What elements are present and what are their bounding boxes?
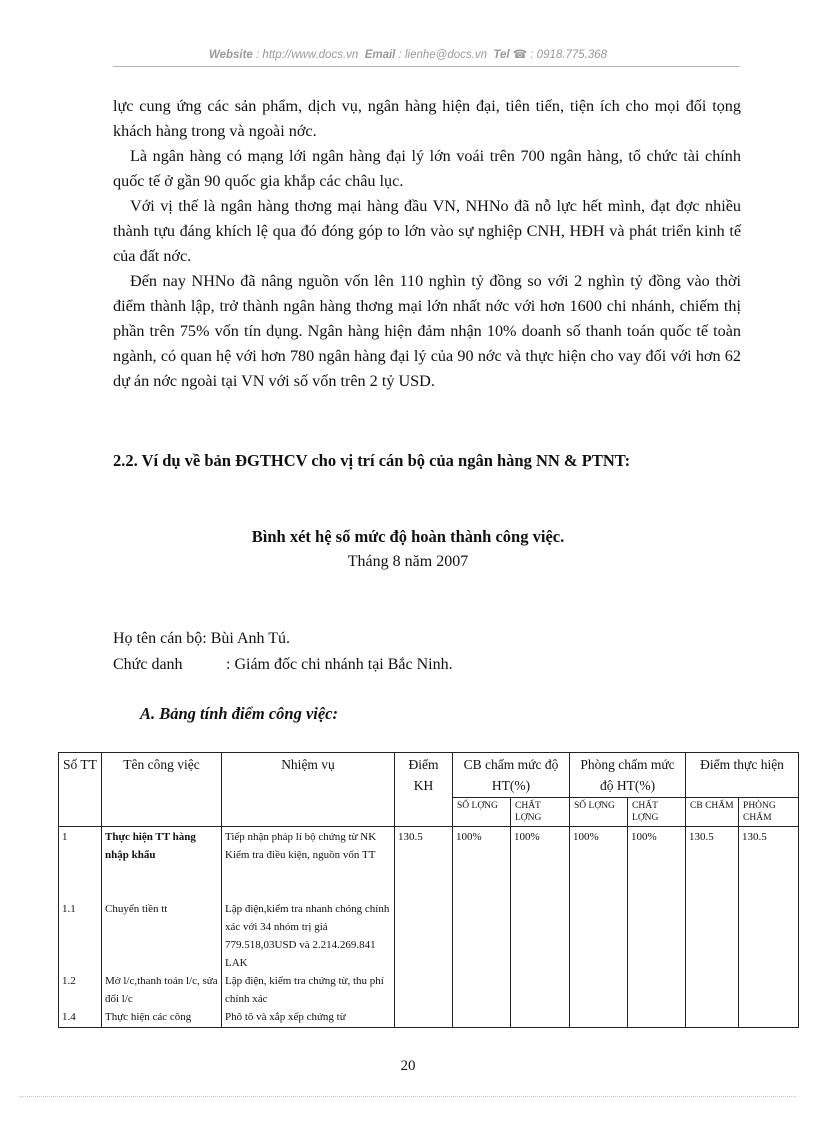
phone-icon: ☎ [512, 49, 528, 61]
subheader: CHẤT LỢNG [628, 798, 686, 827]
cb-quantity-cell: 100% [453, 827, 511, 1028]
footer-divider [20, 1096, 796, 1097]
header-plan-score: Điểm KH [395, 753, 453, 827]
row-stt: 1 [62, 831, 68, 843]
row-task: Thực hiện TT hàng nhập khẩu [105, 831, 196, 861]
row-task: Mở l/c,thanh toán l/c, sửa đổi l/c [105, 975, 218, 1005]
dept-quality-cell: 100% [628, 827, 686, 1028]
header-actual-score: Điểm thực hiện [686, 753, 799, 798]
work-score-table [58, 752, 799, 1028]
row-duty: Lập điện,kiểm tra nhanh chóng chính xác với 34 nhóm trị giá 779.518,03USD và 2.214.269.841 LAK [225, 903, 390, 969]
paragraph: Đến nay NHNo đã nâng nguồn vốn lên 110 nghìn tỷ đồng so với 2 nghìn tỷ đồng vào thời điểm thành lập, trở thành ngân hàng thơng mại lớn nhất nớc với hơn 1600 chi nhánh, chiếm thị phần trên 75% vốn tín dụng. Ngân hàng hiện đảm nhận 10% doanh số thanh toán quốc tế toàn ngành, có quan hệ với hơn 780 ngân hàng đại lý của 90 nớc và thực hiện cho vay đối với hơn 62 dự án nớc ngoài tại VN với số vốn trên 2 tỷ USD. [113, 272, 741, 390]
row-stt: 1.2 [62, 975, 76, 987]
email-value: : lienhe@docs.vn [398, 49, 487, 61]
page-header [0, 47, 816, 61]
duty-cell [222, 827, 395, 1028]
document-date: Tháng 8 năm 2007 [347, 553, 469, 570]
row-task: Chuyển tiền tt [105, 903, 168, 915]
row-duty: Lập điện, kiểm tra chứng từ, thu phí chính xác [225, 975, 384, 1005]
staff-position [113, 656, 453, 674]
staff-name: Họ tên cán bộ: Bùi Anh Tú. [113, 630, 291, 647]
dept-score-cell: 130.5 [739, 827, 799, 1028]
plan-score-cell: 130.5 [395, 827, 453, 1028]
paragraph: lực cung ứng các sản phẩm, dịch vụ, ngân hàng hiện đại, tiên tiến, tiện ích cho mọi đối tọng khách hàng trong và ngoài nớc. [113, 97, 741, 140]
header-divider [113, 66, 740, 67]
email-label: Email [364, 49, 396, 61]
document-title: Bình xét hệ số mức độ hoàn thành công việc. [251, 527, 565, 546]
header-dept-rating: Phòng chấm mức độ HT(%) [570, 753, 686, 798]
row-task: Thực hiện các công [105, 1011, 192, 1023]
subheader: SỐ LỢNG [453, 798, 511, 827]
subheader: PHÒNG CHẤM [739, 798, 799, 827]
subheader: SỐ LỢNG [570, 798, 628, 827]
website-value: : http://www.docs.vn [256, 49, 359, 61]
row-duty: Phô tô và xắp xếp chứng từ [225, 1011, 346, 1023]
subheader: CB CHẤM [686, 798, 739, 827]
paragraph: Với vị thế là ngân hàng thơng mại hàng đầu VN, NHNo đã nỗ lực hết mình, đạt đợc nhiều thành tựu đáng khích lệ qua đó đóng góp to lớn vào sự nghiệp CNH, HĐH và phát triển kinh tế của đất nớc. [113, 197, 741, 265]
page-number: 20 [400, 1058, 416, 1074]
row-stt: 1.4 [62, 1011, 76, 1023]
tel-value: : 0918.775.368 [530, 49, 608, 61]
header-stt: Số TT [59, 753, 102, 827]
dept-quantity-cell: 100% [570, 827, 628, 1028]
section-heading: 2.2. Ví dụ về bản ĐGTHCV cho vị trí cán bộ của ngân hàng NN & PTNT: [113, 451, 631, 470]
task-cell [102, 827, 222, 1028]
stt-cell [59, 827, 102, 1028]
cb-score-cell: 130.5 [686, 827, 739, 1028]
body-text [113, 94, 741, 394]
header-cb-rating: CB chấm mức độ HT(%) [453, 753, 570, 798]
cb-quality-cell: 100% [511, 827, 570, 1028]
website-label: Website [208, 49, 253, 61]
table-body-row [59, 827, 799, 1028]
position-value: : Giám đốc chi nhánh tại Bắc Ninh. [226, 656, 453, 673]
row-duty: Tiếp nhận pháp lí bộ chứng từ NK Kiểm tra điều kiện, nguồn vốn TT [225, 831, 377, 861]
header-task: Tên công việc [102, 753, 222, 827]
header-duty: Nhiệm vụ [222, 753, 395, 827]
position-label: Chức danh [113, 656, 183, 673]
row-stt: 1.1 [62, 903, 76, 915]
tel-label: Tel [493, 49, 510, 61]
table-heading: A. Bảng tính điểm công việc: [140, 704, 338, 723]
paragraph: Là ngân hàng có mạng lới ngân hàng đại lý lớn voái trên 700 ngân hàng, tổ chức tài chính quốc tế ở gần 90 quốc gia khắp các châu lục. [113, 147, 741, 190]
subheader: CHẤT LỢNG [511, 798, 570, 827]
